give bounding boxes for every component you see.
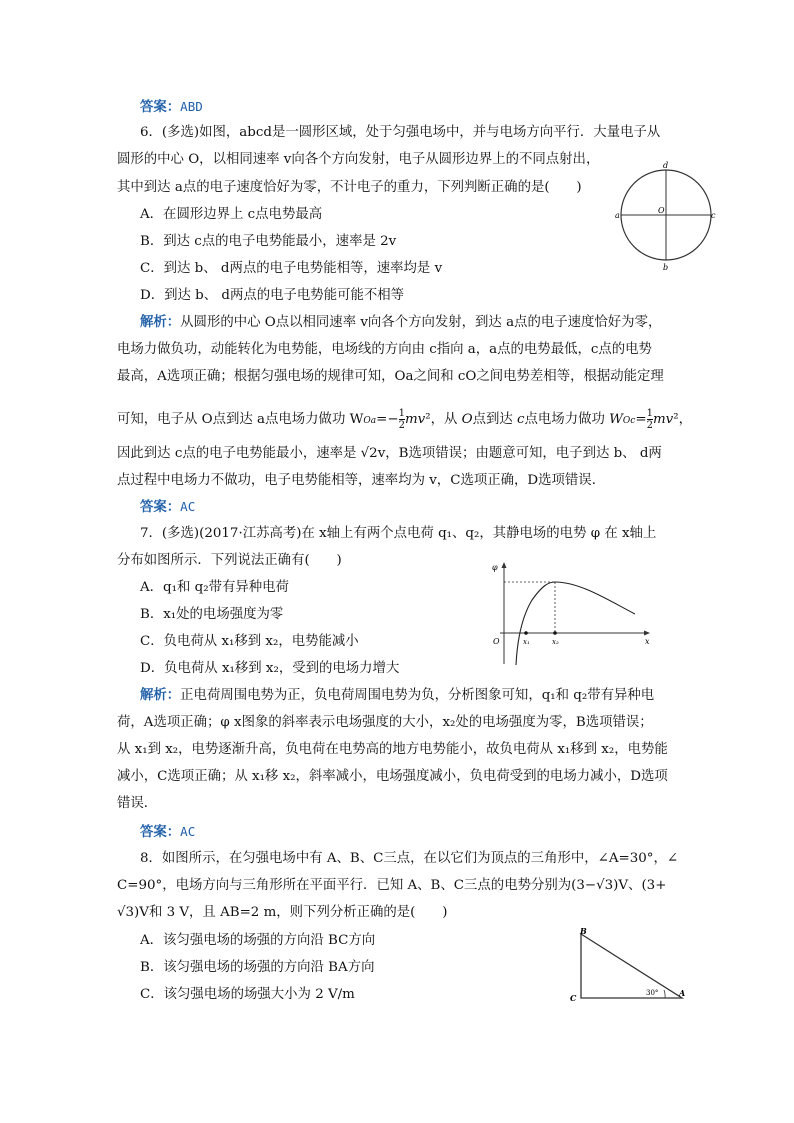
answer-q6 (140, 498, 195, 517)
q7-analysis-line-4: 减小，C选项正确；从 x₁移 x₂，斜率减小，电场强度减小，负电荷受到的电场力减小，D选项 (117, 769, 668, 784)
answer-value: ABD (180, 99, 203, 114)
q7-option-a: A．q₁和 q₂带有异种电荷 (140, 580, 289, 595)
label-c: c (711, 211, 716, 220)
q6-stem-line-3: 其中到达 a点的电子速度恰好为零，不计电子的重力，下列判断正确的是( ) (117, 180, 582, 195)
q6-analysis-line-1: 解析：从圆形的中心 O点以相同速率 v向各个方向发射，到达 a点的电子速度恰好为零， (140, 315, 662, 330)
q7-analysis-line-1: 解析：正电荷周围电势为正，负电荷周围电势为负，分析图象可知，q₁和 q₂带有异种电 (140, 688, 655, 703)
q7-option-c: C．负电荷从 x₁移到 x₂，电势能减小 (140, 634, 359, 649)
label-o: O (493, 637, 500, 646)
q7-stem-line-1: 7．(多选)(2017·江苏高考)在 x轴上有两个点电荷 q₁、q₂，其静电场的电势 φ 在 x轴上 (140, 526, 657, 541)
label-angle: 30° (646, 989, 659, 997)
label-x1: x₁ (523, 638, 530, 646)
potential-curve (516, 582, 635, 665)
analysis-label: 解析： (140, 688, 181, 703)
q7-analysis-line-5: 错误． (117, 796, 158, 811)
q7-potential-graph (490, 560, 655, 668)
q8-stem-line-1: 8．如图所示，在匀强电场中有 A、B、C三点，在以它们为顶点的三角形中，∠A=30°，∠ (140, 851, 679, 866)
label-a: A (679, 988, 686, 998)
answer-value: AC (180, 824, 196, 839)
label-x2: x₂ (552, 638, 559, 646)
q8-triangle-figure (568, 928, 688, 1004)
q6-option-b: B．到达 c点的电子电势能最小，速率是 2v (140, 234, 397, 249)
q6-analysis-line-2: 电场力做负功，动能转化为电势能，电场线的方向由 c指向 a，a点的电势最低，c点的电势 (117, 342, 652, 357)
answer-label: 答案： (140, 100, 181, 115)
label-b: B (580, 926, 587, 936)
q7-option-d: D．负电荷从 x₁移到 x₂，受到的电场力增大 (140, 661, 400, 676)
triangle (581, 934, 682, 998)
label-o: O (658, 206, 665, 215)
label-phi: φ (492, 563, 498, 572)
q8-option-c: C．该匀强电场的场强大小为 2 V/m (140, 987, 355, 1002)
label-c: C (570, 993, 577, 1003)
q8-stem-line-3: √3)V和 3 V，且 AB=2 m，则下列分析正确的是( ) (117, 905, 448, 920)
analysis-label: 解析： (140, 315, 181, 330)
q6-stem-line-2: 圆形的中心 O，以相同速率 v向各个方向发射，电子从圆形边界上的不同点射出， (117, 152, 600, 167)
q6-analysis-line-3: 最高，A选项正确；根据匀强电场的规律可知，Oa之间和 cO之间电势差相等，根据动能定理 (117, 369, 664, 384)
q8-stem-line-2: C=90°，电场方向与三角形所在平面平行．已知 A、B、C三点的电势分别为(3−√3)V、(3+ (117, 878, 667, 893)
label-a: a (615, 211, 620, 220)
answer-q7 (140, 823, 195, 842)
q8-option-a: A．该匀强电场的场强的方向沿 BC方向 (140, 933, 376, 948)
q7-option-b: B．x₁处的电场强度为零 (140, 607, 284, 622)
q6-analysis-line-4: 可知，电子从 O点到达 a点电场力做功 WOa=− $\frac{1}{2}$ mv²，从 O点到达 c点电场力做功 WOc= $\frac{1}{2}$ mv²， (117, 408, 692, 431)
q6-analysis-line-5: 因此到达 c点的电子电势能最小，速率是 √2v，B选项错误；由题意可知，电子到达 b、 d两 (117, 446, 662, 461)
answer-value: AC (180, 499, 196, 514)
q6-circle-figure (615, 160, 715, 272)
label-d: d (663, 161, 669, 170)
label-x: x (645, 637, 650, 646)
q6-option-c: C．到达 b、 d两点的电子电势能相等，速率均是 v (140, 261, 443, 276)
q6-option-a: A．在圆形边界上 c点电势最高 (140, 207, 323, 222)
q6-stem-line-1: 6．(多选)如图，abcd是一圆形区域，处于匀强电场中，并与电场方向平行．大量电子从 (140, 125, 661, 140)
q7-analysis-line-3: 从 x₁到 x₂，电势逐渐升高，负电荷在电势高的地方电势能小，故负电荷从 x₁移到 x₂，电势能 (117, 742, 668, 757)
q6-analysis-line-6: 点过程中电场力不做功，电子电势能相等，速率均为 v，C选项正确，D选项错误． (117, 473, 606, 488)
answer-q5 (140, 98, 203, 117)
q8-option-b: B．该匀强电场的场强的方向沿 BA方向 (140, 960, 375, 975)
q7-analysis-line-2: 荷，A选项正确；φ x图象的斜率表示电场强度的大小，x₂处的电场强度为零，B选项错误； (117, 715, 653, 730)
answer-label: 答案： (140, 500, 181, 515)
q6-option-d: D．到达 b、 d两点的电子电势能可能不相等 (140, 288, 405, 303)
label-b: b (663, 263, 669, 272)
answer-label: 答案： (140, 825, 181, 840)
q7-stem-line-2: 分布如图所示．下列说法正确有( ) (117, 553, 342, 568)
